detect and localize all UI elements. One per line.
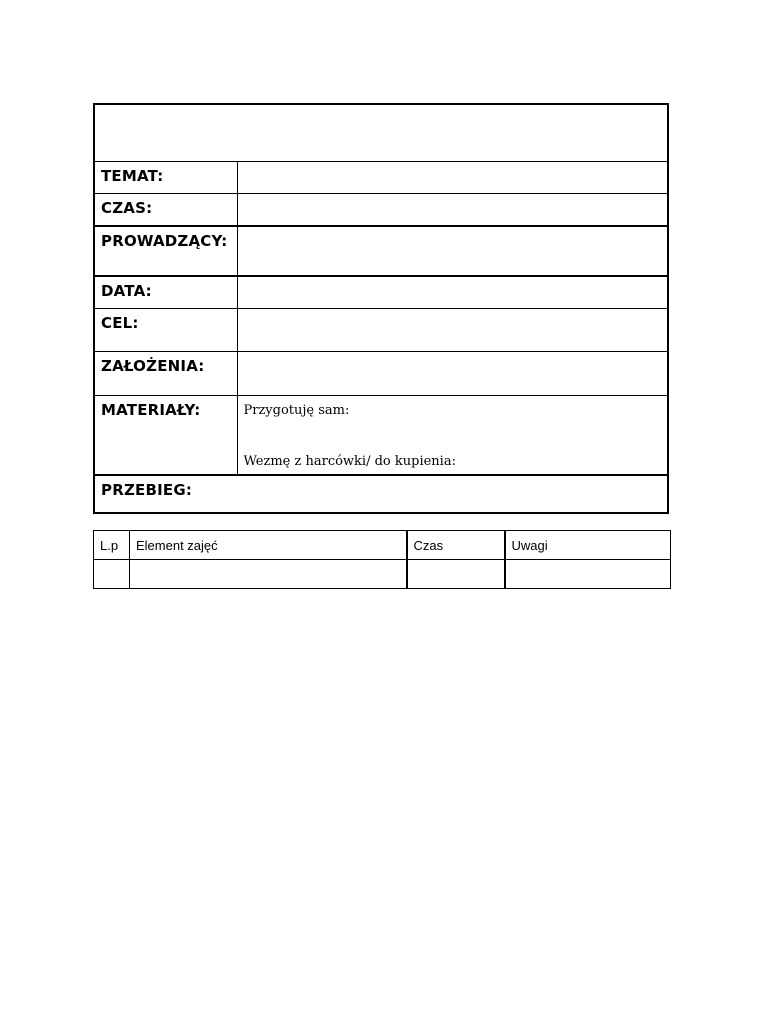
materialy-buy-line: Wezmę z harcówki/ do kupienia: — [243, 453, 456, 469]
cell-lp[interactable] — [94, 560, 130, 589]
zalozenia-label: ZAŁOŻENIA: — [101, 356, 205, 375]
zalozenia-label-cell — [94, 351, 237, 395]
header-lp: L.p — [94, 531, 130, 560]
materialy-label: MATERIAŁY: — [101, 400, 201, 419]
przebieg-cell[interactable] — [94, 475, 668, 513]
cell-czas[interactable] — [407, 560, 505, 589]
temat-label: TEMAT: — [101, 166, 164, 185]
materialy-value-cell[interactable] — [237, 395, 668, 475]
data-label-cell — [94, 276, 237, 308]
cel-label: CEL: — [101, 313, 139, 332]
lesson-form-table — [93, 103, 669, 514]
temat-label-cell — [94, 161, 237, 193]
cel-label-cell — [94, 308, 237, 351]
prowadzacy-label: PROWADZĄCY: — [101, 232, 228, 250]
form-header-cell[interactable] — [94, 104, 668, 161]
plan-header-row — [94, 531, 671, 560]
cel-value-cell[interactable] — [237, 308, 668, 351]
materialy-label-cell — [94, 395, 237, 475]
czas-label-cell — [94, 193, 237, 226]
przebieg-label: PRZEBIEG: — [101, 481, 193, 499]
header-czas: Czas — [407, 531, 505, 560]
data-label: DATA: — [101, 282, 152, 300]
header-uwagi: Uwagi — [505, 531, 671, 560]
data-value-cell[interactable] — [237, 276, 668, 308]
temat-value-cell[interactable] — [237, 161, 668, 193]
zalozenia-value-cell[interactable] — [237, 351, 668, 395]
header-element: Element zajęć — [130, 531, 407, 560]
czas-label: CZAS: — [101, 198, 153, 217]
lesson-plan-table — [93, 530, 671, 589]
materialy-own-line: Przygotuję sam: — [243, 402, 350, 418]
cell-element[interactable] — [130, 560, 407, 589]
prowadzacy-value-cell[interactable] — [237, 226, 668, 276]
prowadzacy-label-cell — [94, 226, 237, 276]
table-row — [94, 560, 671, 589]
czas-value-cell[interactable] — [237, 193, 668, 226]
cell-uwagi[interactable] — [505, 560, 671, 589]
